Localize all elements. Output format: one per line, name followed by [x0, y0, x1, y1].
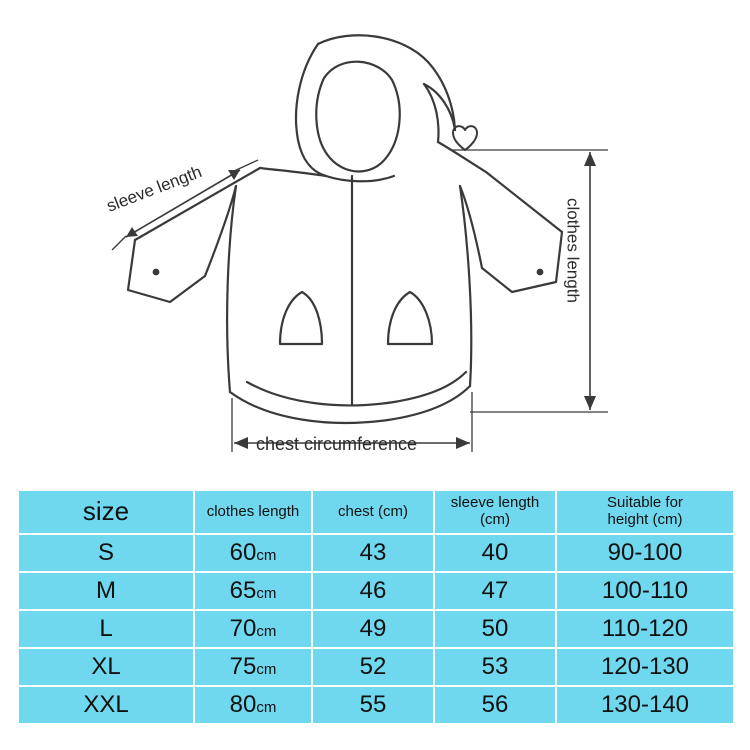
right-pocket: [388, 292, 432, 344]
header-sleeve-length: [434, 490, 556, 534]
right-sleeve-top: [486, 172, 562, 232]
sleeve-length-label: sleeve length: [104, 162, 205, 216]
cell-sleeve: 56: [434, 686, 556, 724]
cell-chest: 46: [312, 572, 434, 610]
size-table: [17, 489, 735, 725]
left-pocket: [280, 292, 322, 344]
cell-clothes-length: [194, 534, 312, 572]
cell-chest: 52: [312, 648, 434, 686]
table-row: [18, 686, 734, 724]
header-sleeve-line1: sleeve length: [450, 494, 540, 512]
cell-chest: 55: [312, 686, 434, 724]
table-header-row: [18, 490, 734, 534]
table-row: [18, 534, 734, 572]
header-sleeve-line2: (cm): [480, 511, 510, 528]
clothes-length-value: 60: [229, 539, 257, 566]
left-cuff-button: [153, 269, 160, 276]
cell-chest: 43: [312, 534, 434, 572]
clothes-length-unit: cm: [256, 547, 277, 564]
cell-height: 120-130: [556, 648, 734, 686]
cell-height: 90-100: [556, 534, 734, 572]
cell-chest: 49: [312, 610, 434, 648]
clothes-length-value: 80: [229, 691, 257, 718]
right-cuff: [482, 232, 562, 292]
heart-icon: [453, 126, 477, 150]
clothes-length-dimension: [452, 150, 608, 412]
body-hem-inner: [247, 372, 466, 405]
table-row: [18, 648, 734, 686]
cell-height: 110-120: [556, 610, 734, 648]
table-row: [18, 610, 734, 648]
cell-sleeve: 40: [434, 534, 556, 572]
clothes-length-unit: cm: [256, 623, 277, 640]
hood-inner-opening: [316, 62, 399, 172]
collar-seam: [326, 176, 394, 181]
hood-top-outline: [318, 35, 455, 130]
clothes-length-value: 70: [229, 615, 257, 642]
clothes-length-value: 65: [229, 577, 257, 604]
left-cuff: [128, 240, 205, 302]
cell-clothes-length: [194, 648, 312, 686]
cell-size: XXL: [18, 686, 194, 724]
cell-sleeve: 47: [434, 572, 556, 610]
clothes-length-label: clothes length: [563, 198, 583, 303]
cell-sleeve: 53: [434, 648, 556, 686]
clothes-length-unit: cm: [256, 585, 277, 602]
table-row: [18, 572, 734, 610]
cell-size: S: [18, 534, 194, 572]
cell-size: L: [18, 610, 194, 648]
cell-clothes-length: [194, 610, 312, 648]
header-height: [556, 490, 734, 534]
header-height-line2: height (cm): [607, 511, 683, 528]
cell-size: XL: [18, 648, 194, 686]
cell-height: 100-110: [556, 572, 734, 610]
cell-clothes-length: [194, 572, 312, 610]
right-cuff-button: [537, 269, 544, 276]
cell-sleeve: 50: [434, 610, 556, 648]
clothes-length-unit: cm: [256, 699, 277, 716]
cell-clothes-length: [194, 686, 312, 724]
header-chest: chest (cm): [312, 490, 434, 534]
cell-height: 130-140: [556, 686, 734, 724]
header-size: size: [18, 490, 194, 534]
right-sleeve-bottom: [460, 186, 482, 268]
hood-left-outline: [296, 44, 326, 176]
header-height-line1: Suitable for: [607, 494, 683, 512]
chest-circumference-label: chest circumference: [256, 434, 418, 454]
header-clothes-length: clothes length: [194, 490, 312, 534]
body-left-side: [227, 186, 236, 392]
clothes-length-value: 75: [229, 653, 257, 680]
cell-size: M: [18, 572, 194, 610]
clothes-length-unit: cm: [256, 661, 277, 678]
